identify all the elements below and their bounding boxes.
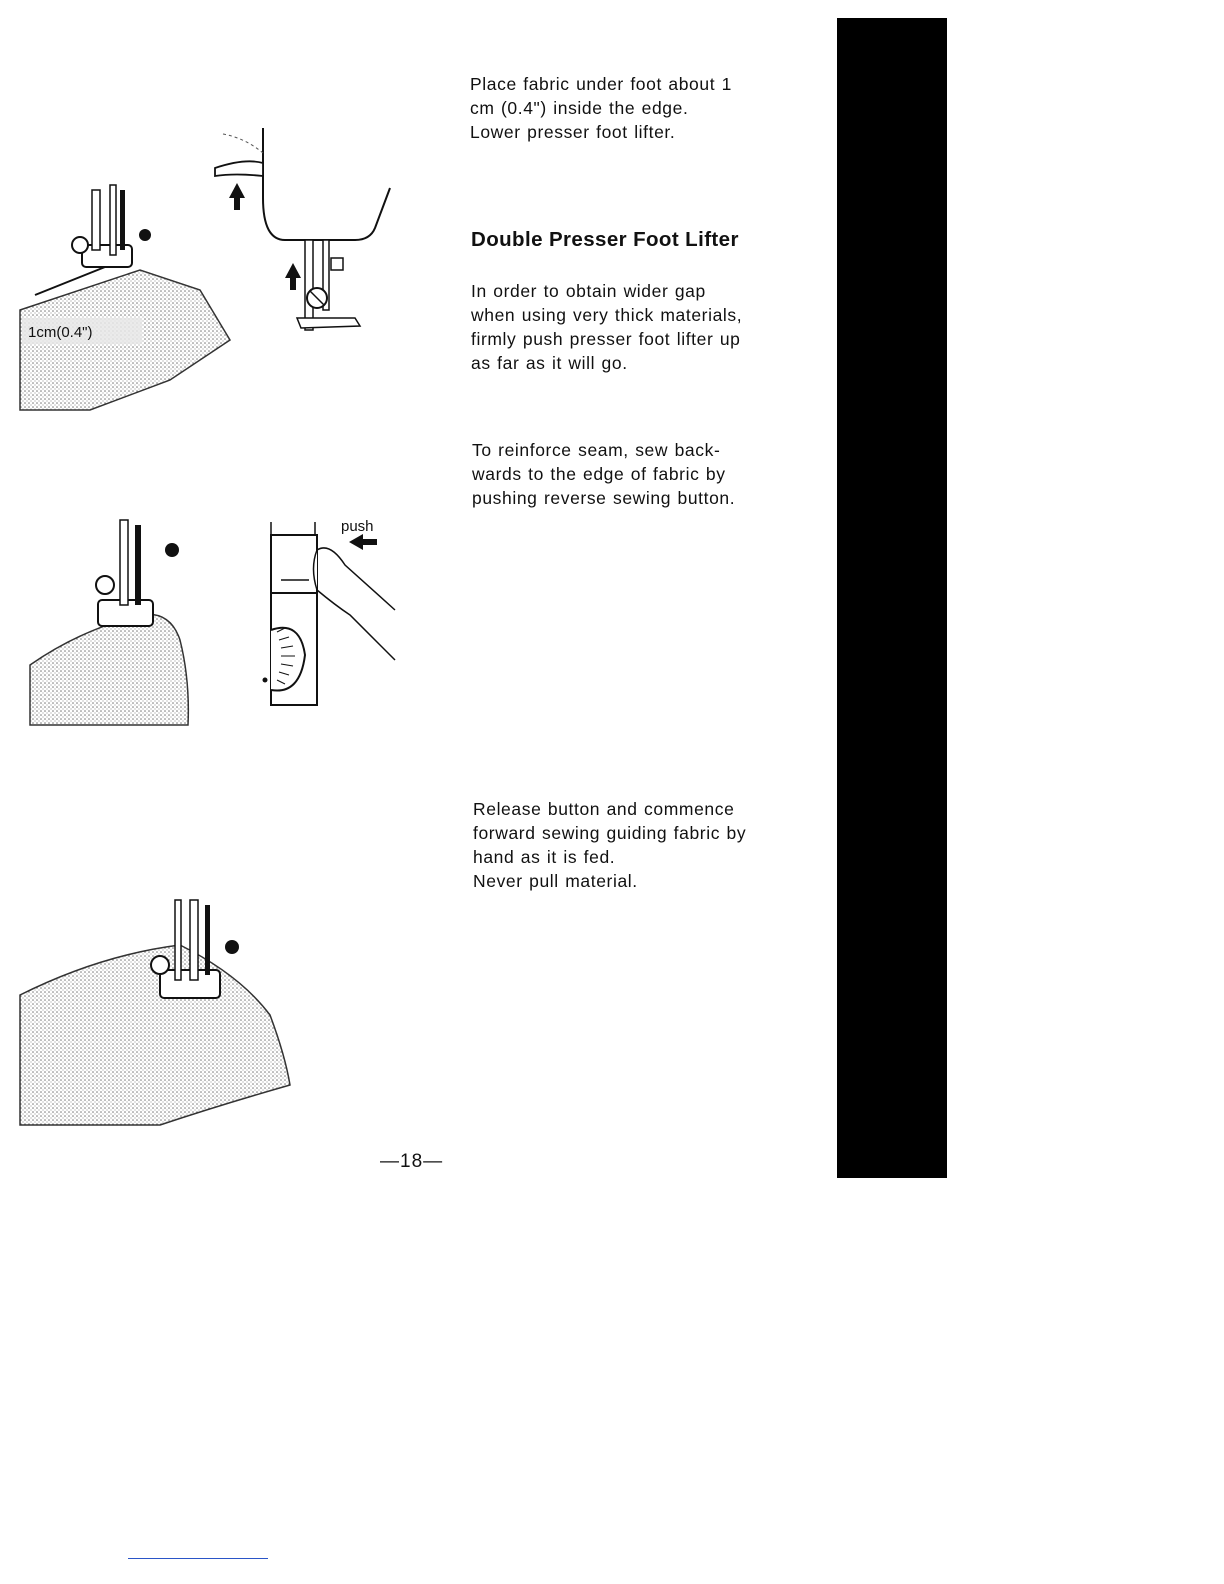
reverse-sewing-fabric-illustration — [20, 510, 220, 730]
presser-foot-lifter-illustration — [205, 128, 395, 348]
reinforce-seam-paragraph: To reinforce seam, sew back- wards to the edge of fabric by pushing reverse sewing button. — [472, 440, 736, 508]
up-arrow-icon — [285, 263, 301, 290]
up-arrow-icon — [229, 183, 245, 210]
forward-sewing-illustration — [20, 895, 300, 1130]
double-lifter-paragraph: In order to obtain wider gap when using very thick materials, firmly push presser foot lifter up as far as it will go. — [471, 281, 743, 373]
page-number: —18— — [380, 1151, 444, 1172]
place-fabric-paragraph: Place fabric under foot about 1 cm (0.4") inside the edge. Lower presser foot lifter. — [470, 74, 732, 142]
reverse-button-illustration — [255, 510, 415, 720]
measurement-label: 1cm(0.4") — [28, 324, 93, 341]
section-heading: Double Presser Foot Lifter — [471, 228, 739, 251]
left-arrow-icon — [349, 534, 377, 550]
black-edge-tab — [837, 18, 947, 1178]
footer-rule — [128, 1558, 268, 1559]
push-label: push — [341, 518, 374, 535]
release-button-paragraph: Release button and commence forward sewing guiding fabric by hand as it is fed. Never pull material. — [473, 799, 747, 891]
